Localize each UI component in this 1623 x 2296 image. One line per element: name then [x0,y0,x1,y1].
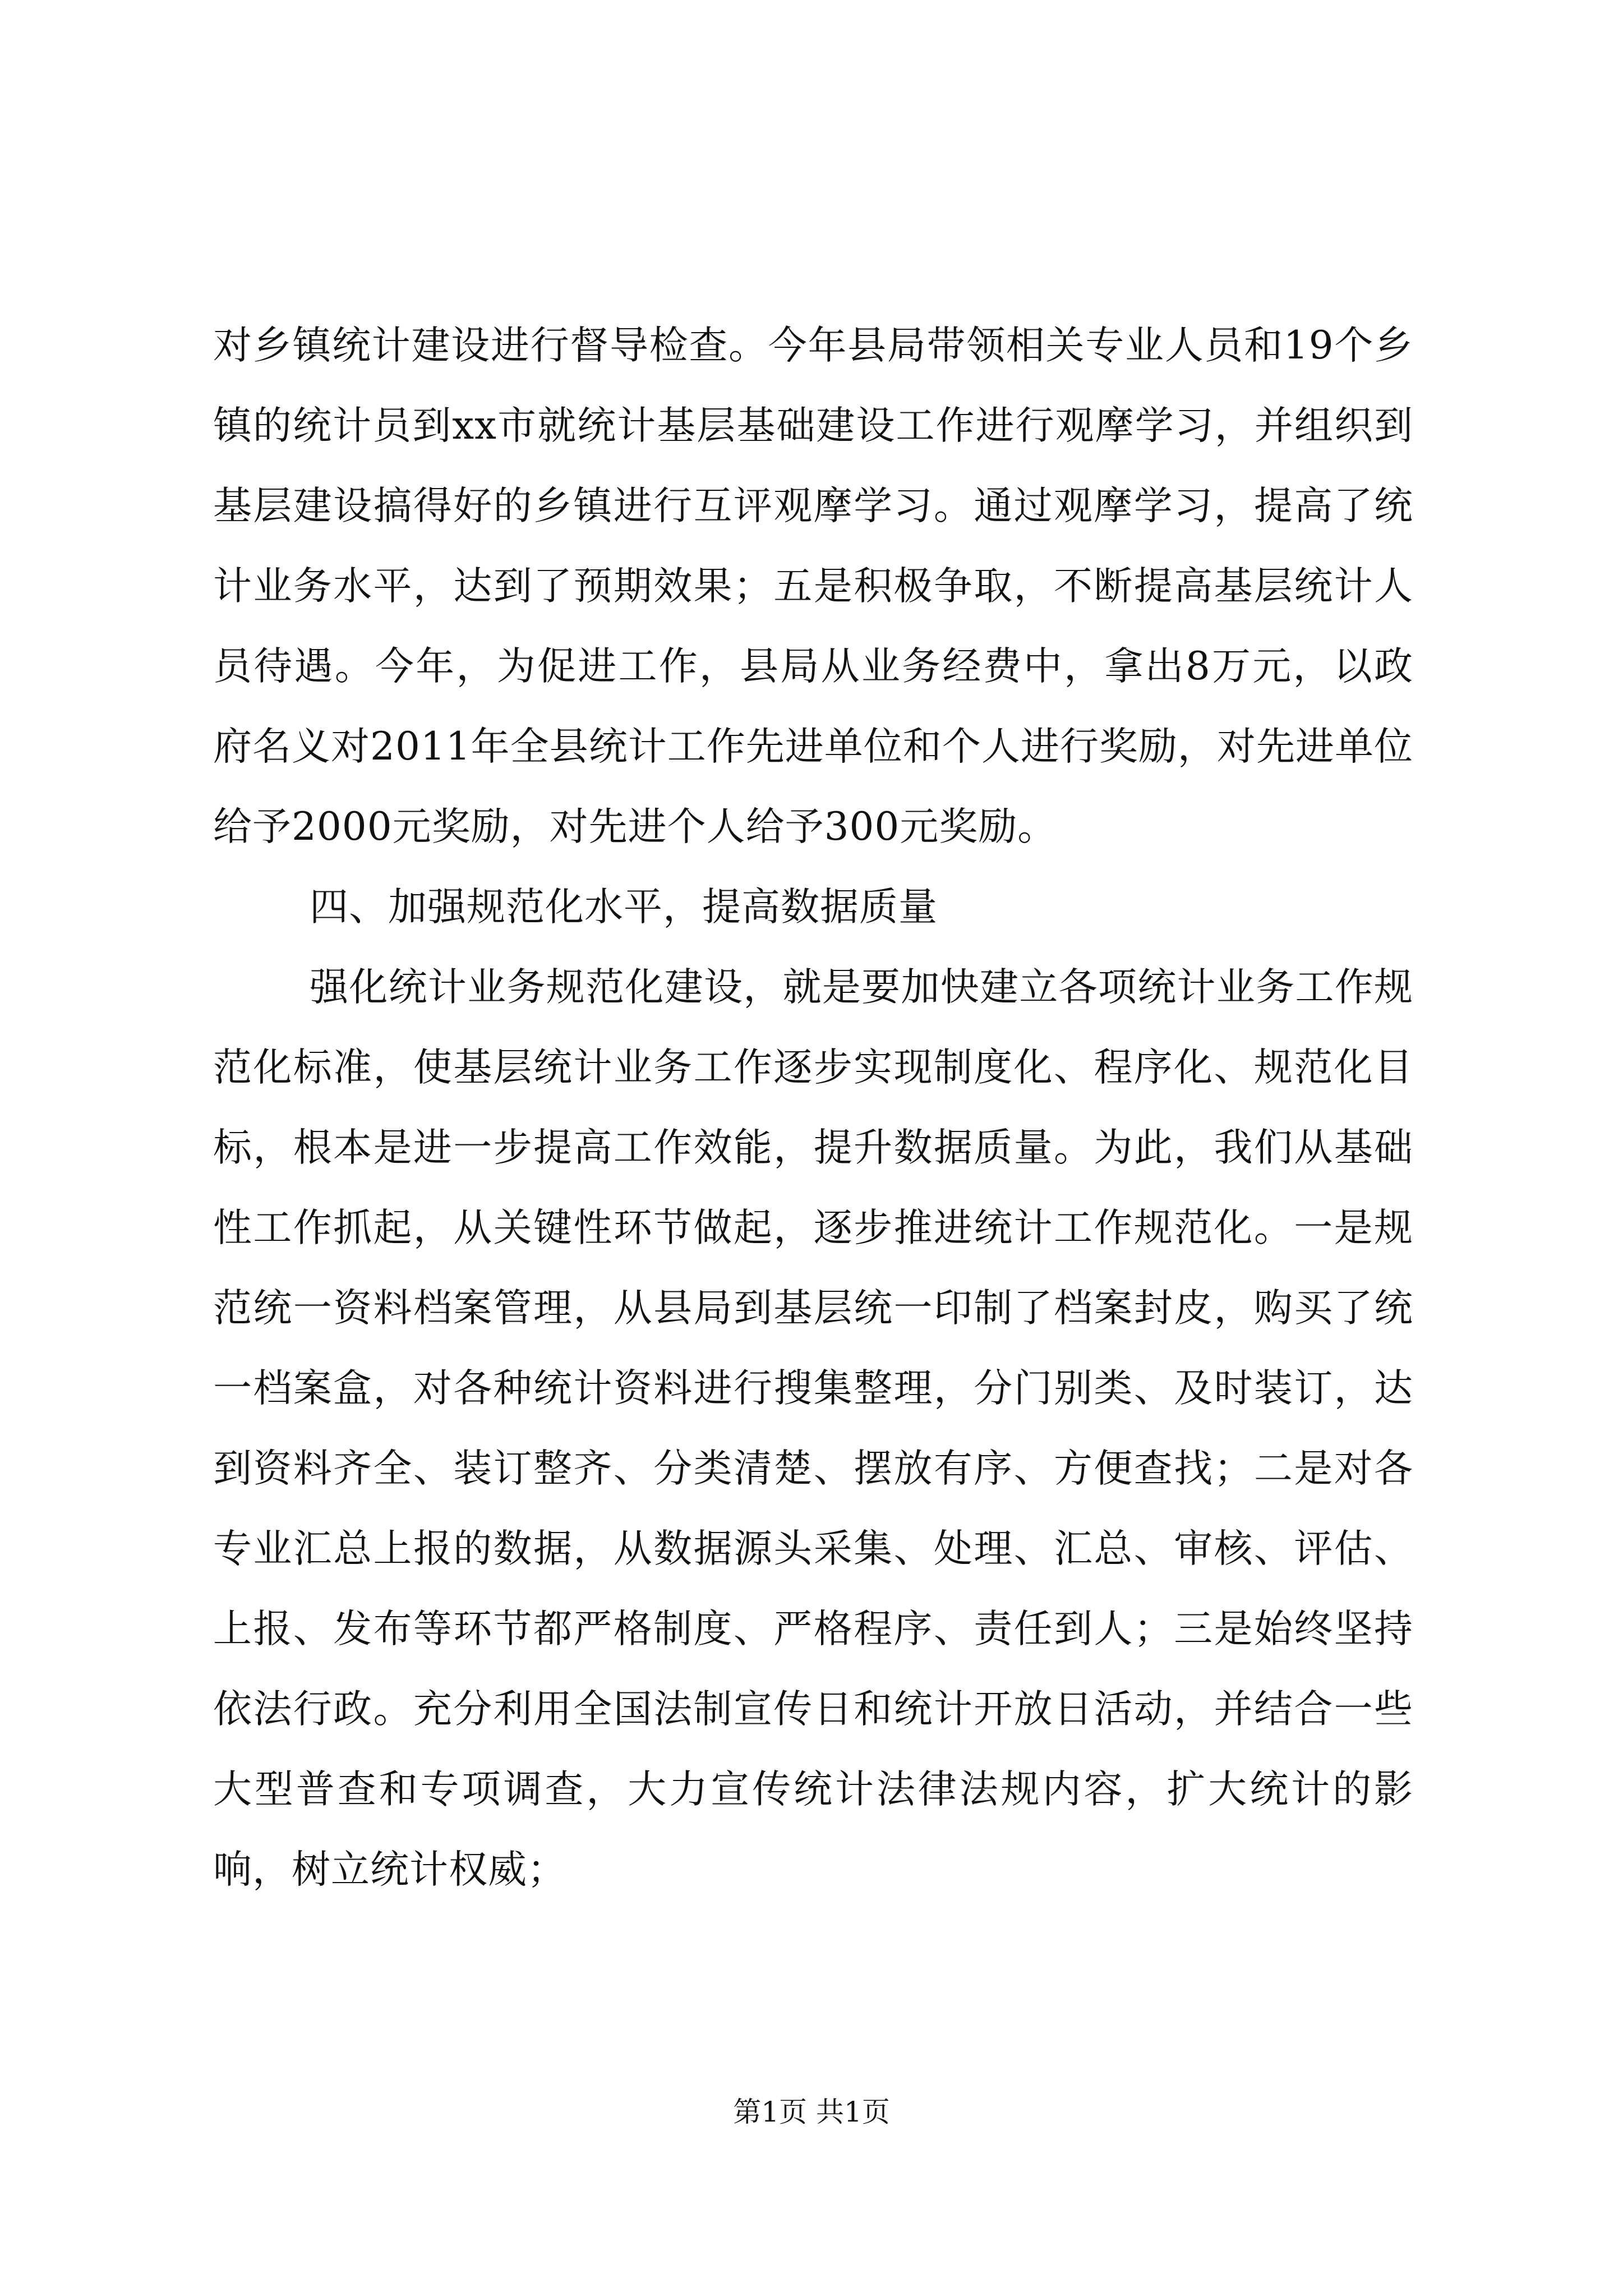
page-footer: 第1页 共1页 [733,2096,890,2128]
paragraph-section-body: 强化统计业务规范化建设，就是要加快建立各项统计业务工作规范化标准，使基层统计业务工作逐步实现制度化、程序化、规范化目标，根本是进一步提高工作效能，提升数据质量。为此，我们从基础性工作抓起，从关键性环节做起，逐步推进统计工作规范化。一是规范统一资料档案管理，从县局到基层统一印制了档案封皮，购买了统一档案盒，对各种统计资料进行搜集整理，分门别类、及时装订，达到资料齐全、装订整齐、分类清楚、摆放有序、方便查找；二是对各专业汇总上报的数据，从数据源头采集、处理、汇总、审核、评估、上报、发布等环节都严格制度、严格程序、责任到人；三是始终坚持依法行政。充分利用全国法制宣传日和统计开放日活动，并结合一些大型普查和专项调查，大力宣传统计法律法规内容，扩大统计的影响，树立统计权威； [213,965,1413,1892]
section-heading: 四、加强规范化水平，提高数据质量 [310,885,938,930]
document-body [213,306,1413,1910]
paragraph-continuation: 对乡镇统计建设进行督导检查。今年县局带领相关专业人员和19个乡镇的统计员到xx市就统计基层基础建设工作进行观摩学习，并组织到基层建设搞得好的乡镇进行互评观摩学习。通过观摩学习，提高了统计业务水平，达到了预期效果；五是积极争取，不断提高基层统计人员待遇。今年，为促进工作，县局从业务经费中，拿出8万元，以政府名义对2011年全县统计工作先进单位和个人进行奖励，对先进单位给予2000元奖励，对先进个人给予300元奖励。 [213,323,1413,849]
